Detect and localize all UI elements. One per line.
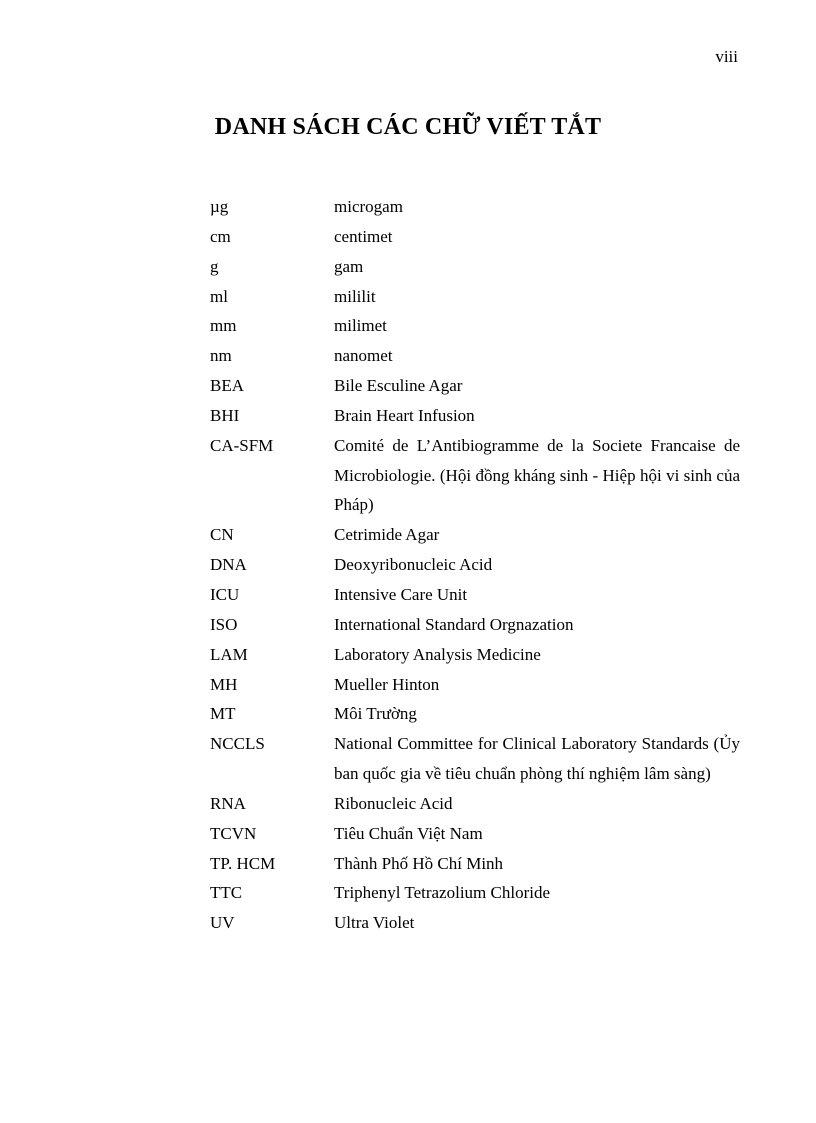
abbreviation-row-iso — [210, 610, 740, 640]
abbreviation-definition: Bile Esculine Agar — [334, 376, 463, 396]
abbreviation-row-cm — [210, 222, 740, 252]
abbreviation-row-mh — [210, 670, 740, 700]
abbreviation-definition: National Committee for Clinical Laboratory Standards (Ủy ban quốc gia về tiêu chuẩn phòng thí nghiệm lâm sàng) — [334, 734, 740, 784]
abbreviation-term: ml — [210, 286, 228, 306]
abbreviation-term: ICU — [210, 584, 240, 604]
abbreviation-row-uv — [210, 908, 740, 938]
abbreviation-definition: microgam — [334, 197, 403, 216]
abbreviation-term: TCVN — [210, 823, 257, 843]
abbreviation-row-nccls — [210, 729, 740, 789]
abbreviation-definition: milimet — [334, 316, 387, 336]
abbreviation-row-mm — [210, 311, 740, 341]
abbreviation-definition: Tiêu Chuẩn Việt Nam — [334, 823, 483, 843]
abbreviation-definition: Ribonucleic Acid — [334, 793, 453, 813]
abbreviation-row-ca-sfm — [210, 431, 740, 521]
abbreviation-definition: Thành Phố Hồ Chí Minh — [334, 853, 504, 873]
abbreviation-definition: Môi Trường — [334, 704, 417, 724]
abbreviation-row-bea — [210, 371, 740, 401]
abbreviation-definition: Ultra Violet — [334, 913, 415, 933]
abbreviation-term: MT — [210, 704, 236, 724]
abbreviation-term: mm — [210, 316, 237, 336]
abbreviation-row-tcvn — [210, 819, 740, 849]
abbreviation-definition: Deoxyribonucleic Acid — [334, 555, 493, 575]
abbreviation-definition: Cetrimide Agar — [334, 525, 440, 545]
abbreviation-list — [210, 192, 740, 938]
abbreviation-term: CA-SFM — [210, 435, 274, 455]
abbreviation-row-mt — [210, 699, 740, 729]
abbreviation-term: TP. HCM — [210, 853, 276, 873]
abbreviation-definition: gam — [334, 256, 364, 276]
abbreviation-row-g — [210, 252, 740, 282]
abbreviation-row-nm — [210, 341, 740, 371]
abbreviation-definition: Triphenyl Tetrazolium Chloride — [334, 883, 551, 903]
abbreviation-row-rna — [210, 789, 740, 819]
abbreviation-definition: Intensive Care Unit — [334, 584, 468, 604]
abbreviation-definition: Comité de L’Antibiogramme de la Societe Francaise de Microbiologie. (Hội đồng kháng sinh - Hiệp hội vi sinh của Pháp) — [334, 435, 740, 515]
abbreviation-definition: Mueller Hinton — [334, 674, 440, 694]
abbreviation-term: DNA — [210, 555, 247, 575]
abbreviation-term: LAM — [210, 644, 248, 664]
abbreviation-row-ug — [210, 192, 740, 222]
abbreviation-row-dna — [210, 550, 740, 580]
abbreviation-row-bhi — [210, 401, 740, 431]
abbreviation-row-cn — [210, 520, 740, 550]
abbreviation-definition: centimet — [334, 226, 393, 246]
abbreviation-definition: Brain Heart Infusion — [334, 405, 475, 425]
abbreviation-definition: mililit — [334, 286, 376, 306]
abbreviation-row-ttc — [210, 878, 740, 908]
abbreviation-term: cm — [210, 226, 231, 246]
abbreviation-term: ISO — [210, 614, 238, 634]
page-title: DANH SÁCH CÁC CHỮ VIẾT TẮT — [214, 114, 602, 140]
abbreviation-term: CN — [210, 525, 234, 545]
abbreviation-definition: International Standard Orgnazation — [334, 614, 574, 634]
abbreviation-term: nm — [210, 346, 232, 366]
abbreviation-term: TTC — [210, 883, 243, 903]
abbreviation-row-ml — [210, 282, 740, 312]
abbreviation-term: UV — [210, 913, 235, 933]
abbreviation-term: MH — [210, 674, 238, 694]
abbreviation-term: g — [210, 256, 219, 276]
abbreviation-term: BHI — [210, 405, 240, 425]
abbreviation-row-lam — [210, 640, 740, 670]
abbreviation-row-icu — [210, 580, 740, 610]
abbreviation-term: NCCLS — [210, 734, 265, 754]
abbreviation-definition: Laboratory Analysis Medicine — [334, 644, 541, 664]
abbreviation-definition: nanomet — [334, 346, 393, 366]
page-number: viii — [715, 47, 738, 66]
abbreviation-row-tp-hcm — [210, 849, 740, 879]
abbreviation-term: RNA — [210, 793, 246, 813]
abbreviation-term: µg — [210, 197, 229, 216]
abbreviation-term: BEA — [210, 376, 244, 396]
